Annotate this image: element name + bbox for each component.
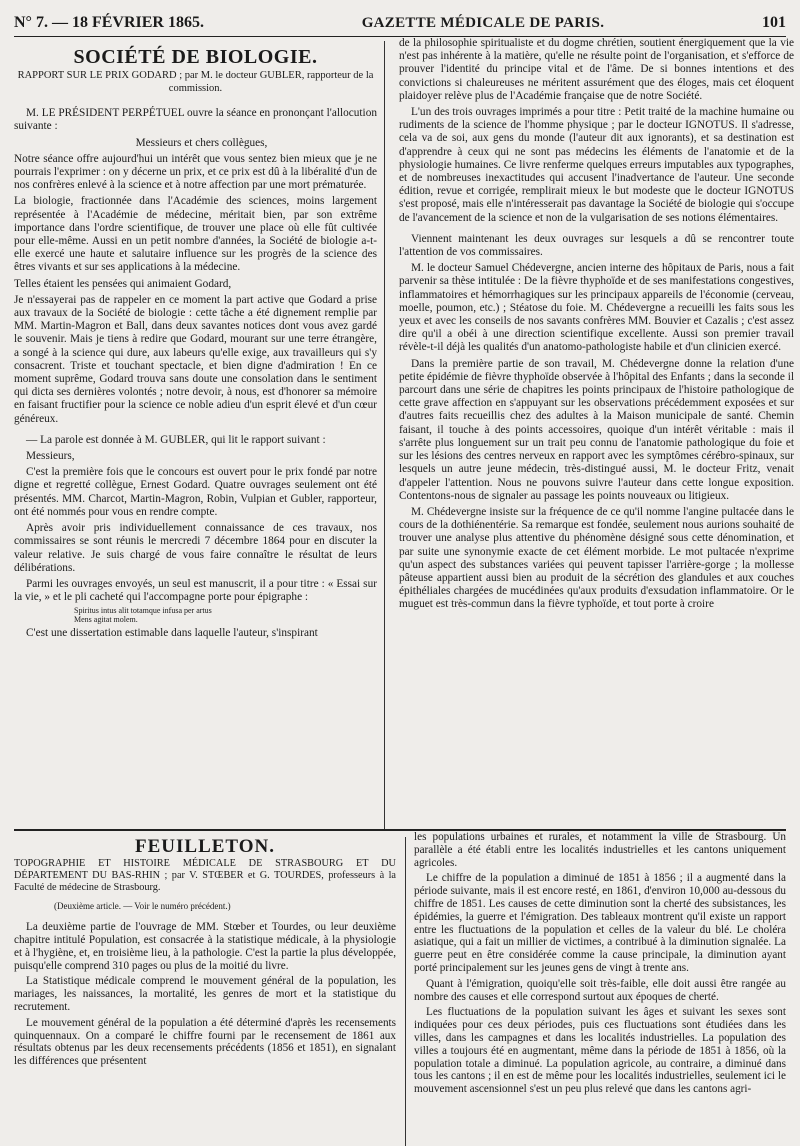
paragraph: Quant à l'émigration, quoiqu'elle soit très-faible, elle doit aussi être rangée au nombre des causes et elle correspond surtout aux époques de cherté. [414,977,786,1003]
article-note: (Deuxième article. — Voir le numéro précédent.) [54,901,231,912]
paragraph: Les fluctuations de la population suivant les âges et suivant les sexes sont indiquées pour ces deux périodes, puis ces fluctuations sont étudiées dans les villes, dans les campagnes et dans les localités industrielles. La population des villes a toujours été en augmentant, même dans la période de 1851 à 1856, où la population totale a diminué. La population agricole, au contraire, a diminué dans tous les cantons ; il en est de même pour les localités industrielles, seulement ici le mouvement ascensionnel s'est un peu plus relevé que dans les cantons agri- [414,1006,786,1096]
journal-title: GAZETTE MÉDICALE DE PARIS. [361,15,605,31]
salutation: Messieurs, [26,450,75,463]
paragraph: Après avoir pris individuellement connaissance de ces travaux, nos commissaires se sont réunis le mercredi 7 décembre 1864 pour en discuter la valeur relative. Je suis chargé de vous faire connaître le résultat de leurs délibérations. [14,522,377,574]
paragraph: M. LE PRÉSIDENT PERPÉTUEL ouvre la séance en prononçant l'allocution suivante : [14,107,377,133]
paragraph: Notre séance offre aujourd'hui un intérêt que vous sentez bien mieux que je ne pourrais l'exprimer : on y décerne un prix, et ce prix est dû à la libéralité d'un de nos confrères enlevé à la science et à notre affection par une mort prématurée. [14,152,377,192]
paragraph: C'est une dissertation estimable dans laquelle l'auteur, s'inspirant [26,627,318,640]
paragraph: Parmi les ouvrages envoyés, un seul est manuscrit, il a pour titre : « Essai sur la vie, » et le pli cacheté qui l'accompagne porte pour épigraphe : [14,577,377,604]
paragraph: C'est la première fois que le concours est ouvert pour le prix fondé par notre digne et regretté collègue, Ernest Godard. Quatre ouvrages seulement ont été présentés. MM. Charcot, Martin-Magron, Robin, Vulpian et Gubler, rapporteur, ont été nommés pour vous en rendre compte. [14,466,377,518]
feuilleton-title: FEUILLETON. [135,836,275,857]
feuilleton-column-left [14,831,396,1071]
epigraph [74,607,377,624]
salutation: Messieurs et chers collègues, [135,136,268,149]
epigraph-line: Mens agitat molem. [74,614,138,624]
column-left [14,37,385,643]
paragraph: M. le docteur Samuel Chédevergne, ancien interne des hôpitaux de Paris, nous a fait parvenir sa thèse intitulée : De la fièvre thyphoïde et de ses manifestations congestives, inflammatoires et hémorrhagiques sur les principaux appareils de l'économie (cerveau, moelle, poumon, etc.) ; Stéatose du foie. M. Chédevergne a recueilli les faits sous les yeux et avec les conseils de nos savants confrères MM. Bouvier et Cazalis ; c'est assez dire qu'il a obéi à une direction scientifique excellente. Aussi son premier travail révèle-t-il déjà les qualités d'un anatomo-pathologiste habile et d'un clinicien exercé. [399,262,794,354]
paragraph: L'un des trois ouvrages imprimés a pour titre : Petit traité de la machine humaine ou rudiments de la science de l'homme physique ; par le docteur IGNOTUS. Il s'adresse, cela va de soi, aux gens du monde (l'auteur dit aux ignorants), et sa destination est d'apprendre à ceux qui ne sont pas médecins les éléments de l'anatomie et de la physiologie humaines. Ce livre renferme quelques erreurs imputables aux typographes, et de nombreuses inexactitudes qui accusent l'inadvertance de l'auteur. Une seconde édition, revue et corrigée, remplirait mieux le but modeste que le docteur IGNOTUS s'est proposé, mais elle n'intéresserait pas davantage la Société de biologie qui s'occupe de l'avancement de la science et non de la vulgarisation de ses notions élémentaires. [399,106,794,224]
paragraph: La deuxième partie de l'ouvrage de MM. Stœber et Tourdes, ou leur deuxième chapitre intitulé Population, est consacrée à la statistique médicale, à la physiologie et à l'hygiène, et, en troisième lieu, à la pathologie. C'est la partie la plus développée, puisqu'elle comprend 310 pages ou plus de la moitié du livre. [14,921,396,972]
page-number: 101 [761,14,786,31]
column-divider [405,837,406,1146]
paragraph: — La parole est donnée à M. GUBLER, qui lit le rapport suivant : [26,433,326,446]
paragraph: Le mouvement général de la population a été déterminé d'après les recensements quinquennaux. On a comparé le chiffre fourni par le recensement de 1861 aux résultats obtenus par les deux recensements précédents (1856 et 1851), en signalant les différences que présentent [14,1016,396,1068]
paragraph: Telles étaient les pensées qui animaient Godard, [14,277,232,290]
paragraph: Le chiffre de la population a diminué de 1851 à 1856 ; il a augmenté dans la période suivante, mais il est encore resté, en 1861, d'environ 10,000 au-dessous du chiffre de 1851. Les causes de cette diminution sont la cherté des subsistances, les épidémies, la guerre et l'émigration. Des tableaux montrent qu'il existe un rapport entre les fluctuations de la population et celles de la valeur du blé. Le choléra asiatique, qui a fait un millier de victimes, a contribué à la diminution signalée. La guerre peut en être considérée comme la cause principale, la diminution ayant porté principalement sur les jeunes gens de vingt à trente ans. [414,872,786,974]
paragraph: Dans la première partie de son travail, M. Chédevergne donne la relation d'une petite épidémie de fièvre thyphoïde observée à l'hôpital des Enfants ; dans la seconde il parcourt dans une série de chapitres les points principaux de l'histoire pathologique de cette grave affection en s'appuyant sur les observations précédemment exposées et sur d'autres faits recueillis chez des adultes à la Maison municipale de santé. Chemin faisant, il touche à des points accessoires, quoique d'un intérêt véritable : mais il s'arrête plus longuement sur un trait peu connu de l'anatomie pathologique du foie et sur les lésions des centres nerveux en rapport avec les symptômes cérébro-spinaux, sur lesquels un autre jeune médecin, très-distingué aussi, M. le docteur Fritz, venait d'appeler l'attention. Nous ne pouvons suivre l'auteur dans cette longue exposition. Contentons-nous de signaler au passage les points nouveaux ou litigieux. [399,357,794,502]
paragraph: La biologie, fractionnée dans l'Académie des sciences, moins largement représentée à l'Académie de médecine, méritait bien, par son extrême importance dans l'ordre scientifique, de trouver une place où elle fût cultivée pour elle-même. Aussi en un petit nombre d'années, la Société de biologie a-t-elle exercé une haute et salutaire influence sur les progrès de la science des êtres vivants et sur ses applications à la médecine. [14,195,377,274]
societe-section [14,37,794,831]
epigraph-line: Spiritus intus alit totamque infusa per artus [74,606,212,616]
paragraph: les populations urbaines et rurales, et notamment la ville de Strasbourg. Un parallèle a été établi entre les localités industrielles et les cantons uniquement agricoles. [414,831,786,869]
paragraph: Je n'essayerai pas de rappeler en ce moment la part active que Godard a prise aux travaux de la Société de biologie : cette tâche a été dignement remplie par MM. Martin-Magron et Ball, dans deux savantes notices dont vous avez gardé le souvenir. Mais je tiens à redire que Godard, mourant sur une terre étrangère, a songé à la science qui dure, aux labeurs qu'elle exige, aux travailleurs qui s'y consacrent. Triste et touchant spectacle, et bien digne d'admiration ! En ce moment suprême, Godard trouva sans doute une consolation dans le sentiment qui dicta ses dernières volontés ; notre devoir, à nous, est d'honorer sa mémoire en faisant fructifier pour la science ce noble adieu d'un esprit élevé et d'un cœur généreux. [14,293,377,425]
column-divider [384,41,385,829]
section-title: SOCIÉTÉ DE BIOLOGIE. [73,46,318,68]
column-right [391,37,794,615]
paragraph: La Statistique médicale comprend le mouvement général de la population, les mariages, les naissances, la mortalité, les genres de mort et la statistique du recrutement. [14,975,396,1013]
feuilleton-subtitle: TOPOGRAPHIE ET HISTOIRE MÉDICALE DE STRASBOURG ET DU DÉPARTEMENT DU BAS-RHIN ; par V. STŒBER et G. TOURDES, professeurs à la Faculté de médecine de Strasbourg. [14,857,396,894]
feuilleton-column-right [414,831,786,1099]
paragraph: Viennent maintenant les deux ouvrages sur lesquels a dû se rencontrer toute l'attention de vos commissaires. [399,232,794,259]
page-header [14,14,786,37]
report-subtitle: RAPPORT SUR LE PRIX GODARD ; par M. le docteur GUBLER, rapporteur de la commission. [17,70,374,94]
paragraph: de la philosophie spiritualiste et du dogme chrétien, soutient énergiquement que la vie n'est pas inhérente à la matière, qu'elle ne résulte point de l'organisation, et s'efforce de prouver l'identité du principe vital et de l'âme. De si bonnes intentions et des convictions si chaleureuses ne méritent assurément que des éloges, mais cet éloquent plaidoyer relève plus de l'Académie française que de notre Société. [399,37,794,102]
issue-number: N° 7. — 18 FÉVRIER 1865. [14,14,204,31]
feuilleton-section [14,831,786,1146]
paragraph: M. Chédevergne insiste sur la fréquence de ce qu'il nomme l'angine pultacée dans le cours de la dothiénentérie. Sa remarque est fondée, seulement nous aurions souhaité de trouver une analyse plus attentive du phénomène désigné sous cette dénomination, et par suite une synonymie exacte de cet élément morbide. Le mot pultacée n'exprime qu'un aspect des substances variées qui peuvent tapisser l'arrière-gorge ; la mollesse pâteuse appartient aussi bien au produit de la sécrétion des glandules et aux couches épithéliales chargées de mucédinées qu'aux produits d'exsudation inflammatoire. Or le muguet est très-commun dans la fièvre typhoïde, et tout porte à croire [399,505,794,611]
